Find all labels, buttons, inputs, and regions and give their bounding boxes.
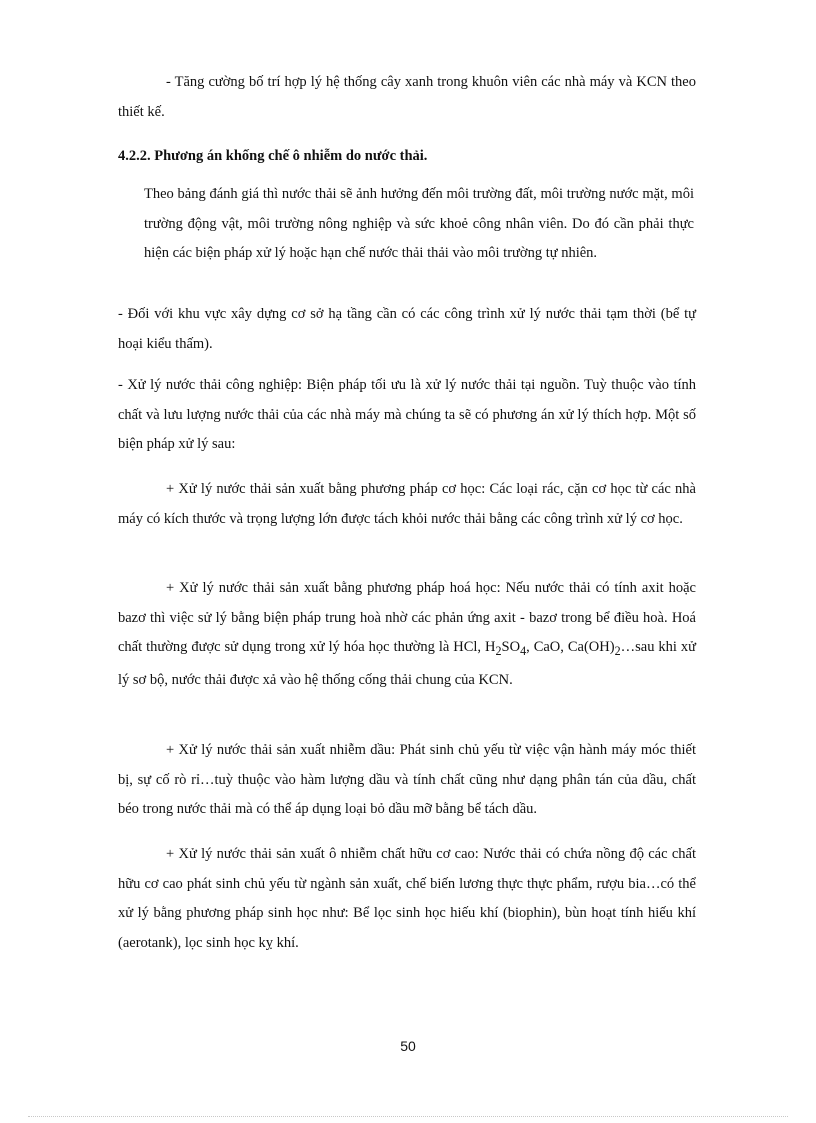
paragraph-oil: + Xử lý nước thải sản xuất nhiễm dầu: Phát sinh chủ yếu từ việc vận hành máy móc thiết bị, sự cố rò rỉ…tuỳ thuộc vào hàm lượng dầu và tính chất cũng như dạng phân tán của dầu, chất béo trong nước thải mà có thể áp dụng loại bỏ dầu mỡ bằng bể tách dầu. — [118, 742, 696, 817]
paragraph-chemical: + Xử lý nước thải sản xuất bằng phương pháp hoá học: Nếu nước thải có tính axit hoặc bazơ thì việc sử lý bằng biện pháp trung hoà nhờ các phản ứng axit - bazơ trong bể điều hoà. Hoá chất thường được sử dụng trong xử lý hóa học thường là HCl, $H_2SO_4$, CaO, $Ca(OH)_2\dots sau$ khi xử lý sơ bộ, nước thải được xả vào hệ thống cống thải chung của KCN. — [118, 580, 696, 689]
bottom-divider — [28, 1116, 788, 1117]
paragraph-industrial: - Xử lý nước thải công nghiệp: Biện pháp tối ưu là xử lý nước thải tại nguồn. Tuỳ thuộc vào tính chất và lưu lượng nước thải của các nhà máy mà chúng ta sẽ có phương án xử lý thích hợp. Một số biện pháp xử lý sau: — [118, 377, 696, 452]
page-number: 50 — [400, 1038, 416, 1054]
paragraph-assessment: Theo bảng đánh giá thì nước thải sẽ ảnh hưởng đến môi trường đất, môi trường nước mặt, môi trường động vật, môi trường nông nghiệp và sức khoẻ công nhân viên. Do đó cần phải thực hiện các biện pháp xử lý hoặc hạn chế nước thải thải vào môi trường tự nhiên. — [144, 186, 694, 261]
paragraph-green-trees: - Tăng cường bố trí hợp lý hệ thống cây xanh trong khuôn viên các nhà máy và KCN theo thiết kế. — [118, 74, 696, 120]
paragraph-organic: + Xử lý nước thải sản xuất ô nhiễm chất hữu cơ cao: Nước thải có chứa nồng độ các chất hữu cơ cao phát sinh chủ yếu từ ngành sản xuất, chế biến lương thực thực phẩm, rượu bia…có thể xử lý bằng phương pháp sinh học như: Bể lọc sinh học hiếu khí (biophin), bùn hoạt tính hiếu khí (aerotank), lọc sinh học kỵ khí. — [118, 846, 696, 951]
paragraph-mechanical: + Xử lý nước thải sản xuất bằng phương pháp cơ học: Các loại rác, cặn cơ học từ các nhà máy có kích thước và trọng lượng lớn được tách khỏi nước thải bằng các công trình xử lý cơ học. — [118, 481, 696, 527]
section-heading: 4.2.2. Phương án khống chế ô nhiễm do nước thải. — [118, 148, 428, 164]
paragraph-infrastructure: - Đối với khu vực xây dựng cơ sở hạ tầng cần có các công trình xử lý nước thải tạm thời (bể tự hoại kiểu thấm). — [118, 306, 696, 352]
